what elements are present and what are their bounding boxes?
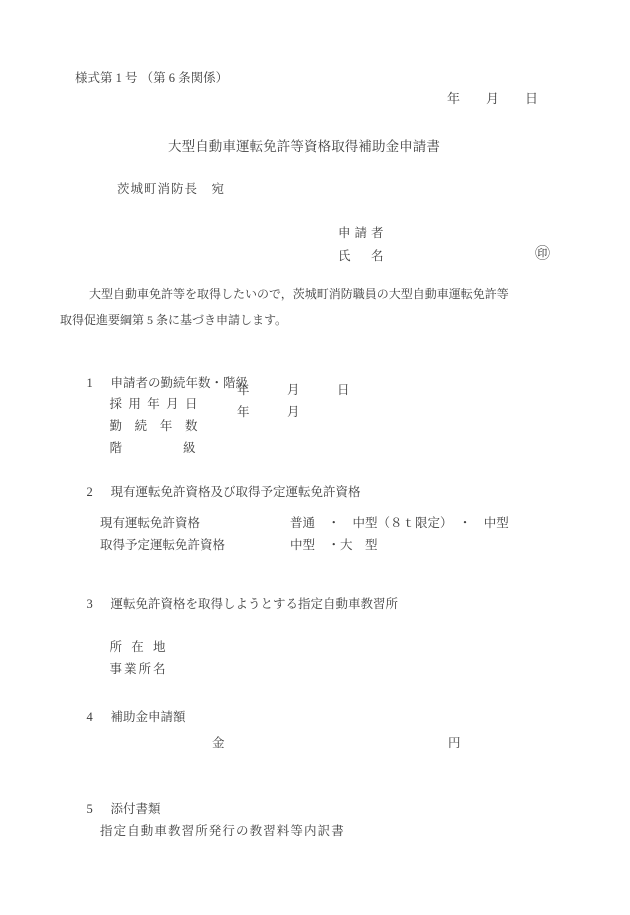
name-label: 氏 名	[338, 249, 388, 263]
row-value: 年 月 日	[237, 383, 350, 397]
section-2-number: 2	[86, 485, 93, 500]
row-value: 中型 ・大 型	[290, 538, 378, 552]
row-label: 所在地	[109, 640, 166, 655]
seal-mark-icon: ㊞	[535, 246, 551, 262]
section-4-number: 4	[86, 710, 93, 725]
row-value: 年 月	[237, 405, 300, 419]
row-label: 現有運転免許資格	[100, 516, 201, 530]
row-label: 階級	[109, 441, 196, 456]
row-label: 取得予定運転免許資格	[100, 538, 226, 552]
section-2-heading-text: 現有運転免許資格及び取得予定運転免許資格	[110, 485, 361, 500]
form-number: 様式第 1 号 （第 6 条関係）	[75, 71, 229, 85]
date-blank-line: 年 月 日	[447, 91, 539, 106]
section-3-heading-text: 運転免許資格を取得しようとする指定自動車教習所	[110, 597, 399, 612]
body-paragraph-line-2: 取得促進要綱第 5 条に基づき申請します。	[60, 313, 288, 327]
body-paragraph-line-1: 大型自動車免許等を取得したいので，茨城町消防職員の大型自動車運転免許等	[89, 287, 509, 301]
attachment-item: 指定自動車教習所発行の教習料等内訳書	[100, 824, 345, 838]
amount-suffix: 円	[448, 736, 461, 750]
section-5-heading-text: 添付書類	[110, 802, 161, 817]
section-5-number: 5	[86, 802, 93, 817]
section-3-heading	[74, 583, 398, 626]
document-title: 大型自動車運転免許等資格取得補助金申請書	[168, 139, 440, 154]
section-1-heading-text: 申請者の勤続年数・階級	[110, 376, 249, 391]
row-label: 採用年月日	[109, 397, 198, 412]
row-label: 事業所名	[109, 662, 166, 677]
addressee: 茨城町消防長 宛	[117, 182, 226, 196]
section-4-heading	[74, 696, 186, 739]
section-4-heading-text: 補助金申請額	[110, 710, 186, 725]
row-label: 勤続年数	[109, 419, 198, 434]
section-3-number: 3	[86, 597, 93, 612]
row-value: 普通 ・ 中型（８ｔ限定） ・ 中型	[290, 516, 509, 530]
amount-prefix: 金	[212, 736, 225, 750]
applicant-label: 申請者	[338, 226, 388, 240]
section-2-heading	[74, 471, 361, 514]
section-1-number: 1	[86, 376, 93, 391]
